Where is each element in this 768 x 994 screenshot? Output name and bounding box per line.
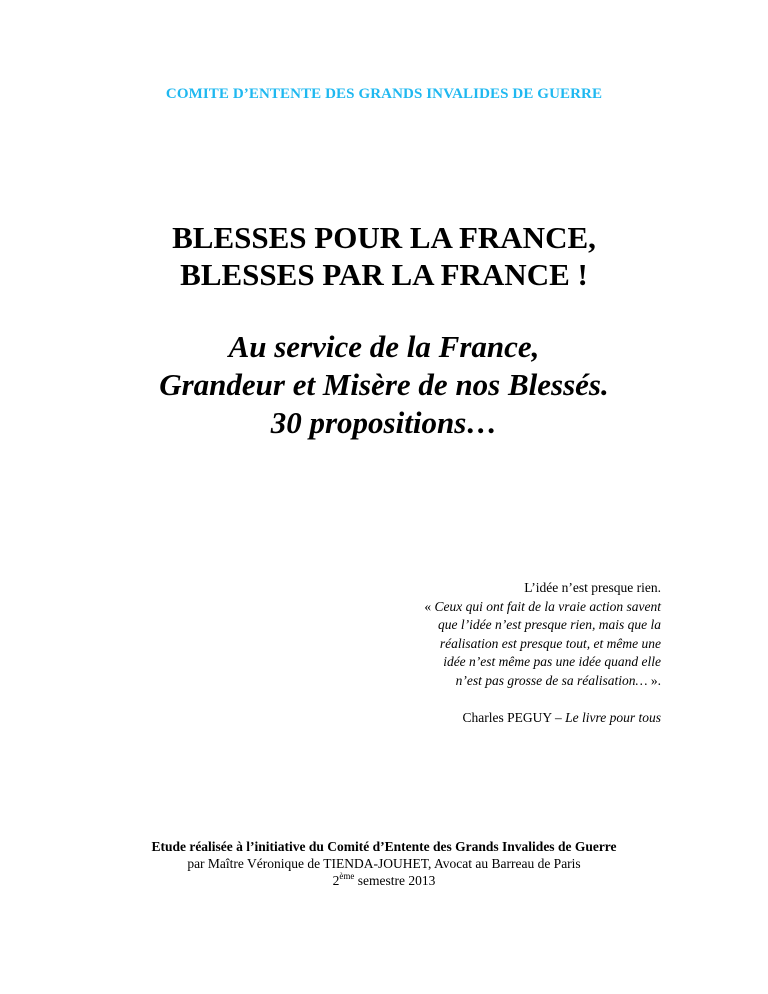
quote-text-5: n’est pas grosse de sa réalisation… [455,672,648,688]
organization-header: COMITE D’ENTENTE DES GRANDS INVALIDES DE GUERRE [165,86,603,102]
quote-attribution [301,709,661,727]
semester-suffix: ème [339,870,355,881]
quote-close-mark: ». [647,672,661,688]
attribution-author: Charles PEGUY – [462,710,566,725]
credits-line-3 [0,872,768,889]
quote-line-1 [301,598,661,617]
quote-line-5 [301,672,661,691]
semester-text: semestre 2013 [354,873,436,888]
subtitle-line-3: 30 propositions… [270,405,498,440]
main-title-line-1: BLESSES POUR LA FRANCE, [172,220,596,255]
main-title [0,219,768,293]
quote-line-2: que l’idée n’est presque rien, mais que la [438,617,661,632]
subtitle [0,328,768,442]
quote-line-4: idée n’est même pas une idée quand elle [443,654,661,669]
main-title-line-2: BLESSES PAR LA FRANCE ! [180,257,588,292]
subtitle-line-2: Grandeur et Misère de nos Blessés. [159,367,609,402]
attribution-work: Le livre pour tous [565,710,661,725]
study-credits [0,838,768,889]
subtitle-line-1: Au service de la France, [228,329,540,364]
credits-line-2: par Maître Véronique de TIENDA-JOUHET, Avocat au Barreau de Paris [187,856,581,871]
quote-line-3: réalisation est presque tout, et même une [439,635,661,651]
quote-text-1: Ceux qui ont fait de la vraie action savent [434,598,661,614]
epigraph-quote [301,579,661,690]
semester-number: 2 [332,873,340,888]
quote-lead: L’idée n’est presque rien. [524,580,661,595]
quote-open-mark: « [424,598,435,614]
credits-line-1: Etude réalisée à l’initiative du Comité d’Entente des Grands Invalides de Guerre [151,839,617,854]
